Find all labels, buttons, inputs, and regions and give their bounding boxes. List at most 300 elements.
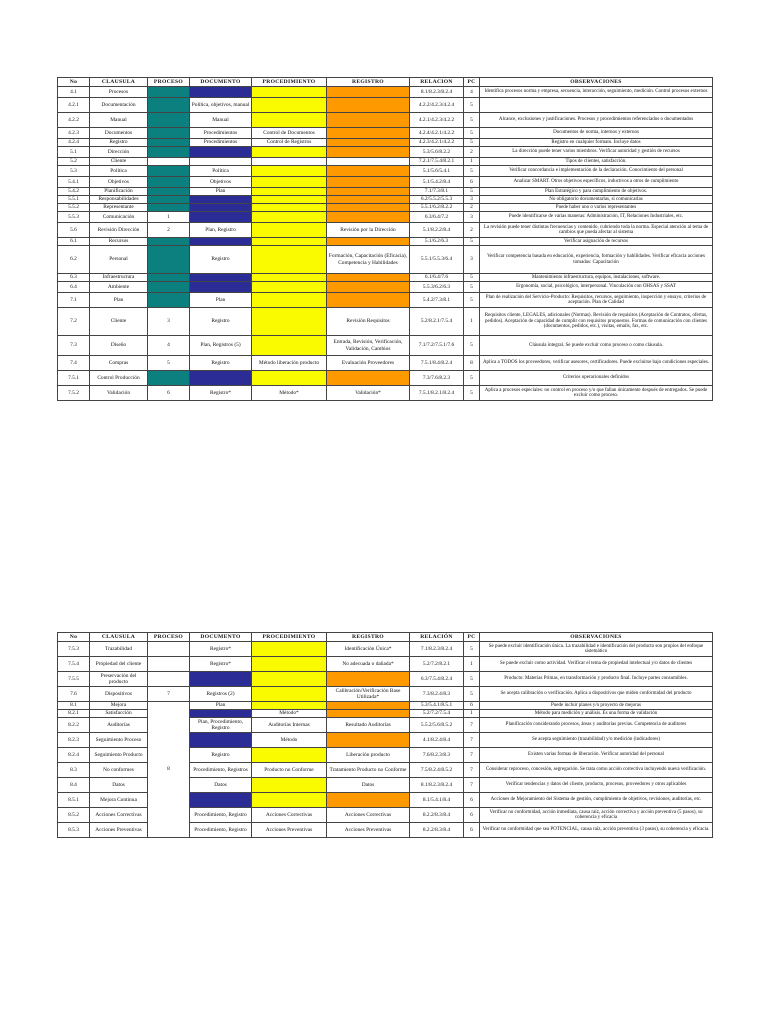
table-row <box>58 177 713 188</box>
registro-cell <box>327 293 410 308</box>
clause-name: Planificación <box>90 188 148 196</box>
clause-number: 5.5.1 <box>58 196 90 204</box>
procedimiento-cell <box>252 282 327 293</box>
table-row <box>58 87 713 98</box>
documento-cell: Plan <box>190 188 252 196</box>
header-no: No <box>58 633 90 642</box>
observaciones-cell: Mantenimiento infraestructura, equipos, instalaciones, software. <box>480 274 713 282</box>
observaciones-cell: Registro en cualquier formato. Incluye datos <box>480 139 713 147</box>
pc-cell: 8 <box>464 356 480 371</box>
procedimiento-cell: Control de Registros <box>252 139 327 147</box>
clause-name: Auditorías <box>90 718 148 733</box>
procedimiento-cell <box>252 778 327 793</box>
table-row <box>58 371 713 386</box>
procedimiento-cell <box>252 113 327 128</box>
procedimiento-cell <box>252 166 327 177</box>
clause-name: Seguimiento Producto <box>90 748 148 763</box>
pc-cell: 7 <box>464 763 480 778</box>
clause-number: 6.4 <box>58 282 90 293</box>
table-row <box>58 113 713 128</box>
documento-cell: Plan, Registros (5) <box>190 336 252 356</box>
clause-name: Mejora <box>90 702 148 710</box>
procedimiento-cell <box>252 308 327 336</box>
proceso-cell <box>148 274 190 282</box>
relacion-cell: 6.1/6.4/7.6 <box>410 274 464 282</box>
documento-cell: Registro <box>190 356 252 371</box>
table-row <box>58 128 713 139</box>
documento-cell <box>190 147 252 158</box>
pc-cell: 7 <box>464 748 480 763</box>
pc-cell: 2 <box>464 147 480 158</box>
pc-cell: 5 <box>464 282 480 293</box>
observaciones-cell: La dirección puede tener varios miembros. Verificar autoridad y gestión de recursos <box>480 147 713 158</box>
observaciones-cell: Método para medición y análisis. Es una forma de validación <box>480 710 713 718</box>
observaciones-cell: Se puede excluir identificación única. La trazabilidad e identificación del producto son propios del enfoque sistemático <box>480 642 713 657</box>
observaciones-cell: Verificar tendencias y datos del cliente, producto, procesos, proveedores y otros aplicables <box>480 778 713 793</box>
table-row <box>58 139 713 147</box>
registro-cell <box>327 188 410 196</box>
header-clausula: CLAUSULA <box>90 633 148 642</box>
proceso-cell <box>148 204 190 212</box>
observaciones-cell: Verificar asignación de recursos <box>480 238 713 246</box>
procedimiento-cell: Control de Documentos <box>252 128 327 139</box>
pc-cell: 4 <box>464 87 480 98</box>
pc-cell: 1 <box>464 710 480 718</box>
procedimiento-cell <box>252 223 327 238</box>
proceso-cell <box>148 293 190 308</box>
proceso-cell: 2 <box>148 223 190 238</box>
observaciones-cell: Verificar no conformidad que sea POTENCIAL, causa raíz, acción preventiva (3 pasos), su coherencia y eficacia. <box>480 823 713 838</box>
clause-name: Acciones Correctivas <box>90 808 148 823</box>
documento-cell: Registro <box>190 246 252 274</box>
pc-cell: 7 <box>464 733 480 748</box>
relacion-cell: 8.1/5.4.1/8.4 <box>410 793 464 808</box>
registro-cell: Calibración/Verificación Base Utilizada* <box>327 687 410 702</box>
pc-cell: 6 <box>464 793 480 808</box>
pc-cell: 3 <box>464 212 480 223</box>
clause-name: Diseño <box>90 336 148 356</box>
procedimiento-cell <box>252 336 327 356</box>
clause-number: 7.1 <box>58 293 90 308</box>
header-pc: PC <box>464 78 480 87</box>
procedimiento-cell <box>252 687 327 702</box>
documento-cell: Plan <box>190 702 252 710</box>
documento-cell <box>190 87 252 98</box>
registro-cell: Resultado Auditorías <box>327 718 410 733</box>
pc-cell: 3 <box>464 246 480 274</box>
pc-cell: 5 <box>464 188 480 196</box>
clause-name: Personal <box>90 246 148 274</box>
procedimiento-cell <box>252 793 327 808</box>
proceso-cell <box>148 113 190 128</box>
clause-name: Trazabilidad <box>90 642 148 657</box>
documento-cell <box>190 274 252 282</box>
observaciones-cell: Puede incluir planes y/o proyecto de mejoras <box>480 702 713 710</box>
pc-cell: 5 <box>464 238 480 246</box>
documento-cell <box>190 282 252 293</box>
clause-name: Ambiente <box>90 282 148 293</box>
relacion-cell: 6.3/7.5.4/8.2.4 <box>410 672 464 687</box>
observaciones-cell: No obligatorio documentarlas, si comunicarlas <box>480 196 713 204</box>
clause-number: 7.5.4 <box>58 657 90 672</box>
observaciones-cell: Puede haber uno o varios representantes <box>480 204 713 212</box>
relacion-cell: 7.1/7.2/7.5.1/7.6 <box>410 336 464 356</box>
registro-cell <box>327 274 410 282</box>
registro-cell <box>327 166 410 177</box>
procedimiento-cell <box>252 238 327 246</box>
clause-name: Infraestructura <box>90 274 148 282</box>
clause-number: 7.4 <box>58 356 90 371</box>
table-row <box>58 687 713 702</box>
pc-cell: 5 <box>464 336 480 356</box>
registro-cell: Acciones Preventivas <box>327 823 410 838</box>
documento-cell: Procedimientos <box>190 128 252 139</box>
clause-number: 7.5.3 <box>58 642 90 657</box>
clause-name: No conformes <box>90 763 148 778</box>
proceso-cell <box>148 98 190 113</box>
clause-number: 8.1 <box>58 702 90 710</box>
proceso-cell <box>148 128 190 139</box>
clause-name: Dispositivos <box>90 687 148 702</box>
table-row <box>58 386 713 401</box>
clause-name: Objetivos <box>90 177 148 188</box>
table-row <box>58 204 713 212</box>
table-row <box>58 702 713 710</box>
pc-cell: 1 <box>464 158 480 166</box>
observaciones-cell: La revisión puede tener distintas frecuencias y contenido, cubriendo toda la norma. Especial atención al tema de cambios que pueda afectar al sistema <box>480 223 713 238</box>
registro-cell <box>327 196 410 204</box>
pc-cell: 5 <box>464 139 480 147</box>
header-registro: REGISTRO <box>327 633 410 642</box>
header-no: No <box>58 78 90 87</box>
clause-name: Preservación del producto <box>90 672 148 687</box>
registro-cell: Revisión por la Dirección <box>327 223 410 238</box>
clause-name: Control Producción <box>90 371 148 386</box>
registro-cell: Formación, Capacitación (Eficacia), Competencia y Habilidades <box>327 246 410 274</box>
proceso-cell <box>148 642 190 657</box>
header-relacion: RELACION <box>410 78 464 87</box>
relacion-cell: 4.2.4/4.2.1/4.2.2 <box>410 128 464 139</box>
relacion-cell: 4.2.3/4.2.1/4.2.2 <box>410 139 464 147</box>
procedimiento-cell: Método <box>252 733 327 748</box>
pc-cell: 3 <box>464 196 480 204</box>
registro-cell: Liberación producto <box>327 748 410 763</box>
observaciones-cell: Analizar SMART. Otros objetivos específicos, inductivos a otros de cumplimiento <box>480 177 713 188</box>
procedimiento-cell: Producto no Conforme <box>252 763 327 778</box>
relacion-cell: 5.4.2/7.3/8.1 <box>410 293 464 308</box>
clause-number: 8.2.3 <box>58 733 90 748</box>
pc-cell: 5 <box>464 274 480 282</box>
clause-name: Cliente <box>90 308 148 336</box>
relacion-cell: 8.2.2/8.3/8.4 <box>410 823 464 838</box>
clause-number: 8.3 <box>58 763 90 778</box>
registro-cell: Datos <box>327 778 410 793</box>
clause-name: Política <box>90 166 148 177</box>
clause-name: Validación <box>90 386 148 401</box>
documento-cell: Plan <box>190 293 252 308</box>
relacion-cell: 5.3/5.4.1/8.5.1 <box>410 702 464 710</box>
observaciones-cell: Se puede excluir como actividad. Verificar el tema de propiedad intelectual y/o datos de clientes <box>480 657 713 672</box>
table-row <box>58 672 713 687</box>
table-row <box>58 657 713 672</box>
relacion-cell: 5.5.1/6.2/8.2.2 <box>410 204 464 212</box>
pc-cell: 5 <box>464 98 480 113</box>
pc-cell: 1 <box>464 657 480 672</box>
observaciones-cell: Verificar no conformidad, acción inmediata, causa raíz, acción correctiva y acción preventiva (5 pasos), su coherencia y eficacia <box>480 808 713 823</box>
observaciones-cell: Alcance, exclusiones y justificaciones. Procesos y procedimientos referenciados o documentados <box>480 113 713 128</box>
proceso-cell <box>148 139 190 147</box>
documento-cell: Política, objetivos, manual <box>190 98 252 113</box>
proceso-cell <box>148 87 190 98</box>
clause-number: 7.5.5 <box>58 672 90 687</box>
documento-cell: Política <box>190 166 252 177</box>
relacion-cell: 5.5.3/6.2/6.3 <box>410 282 464 293</box>
relacion-cell: 8.2.2/8.3/8.4 <box>410 808 464 823</box>
clause-number: 5.4.2 <box>58 188 90 196</box>
clause-number: 8.4 <box>58 778 90 793</box>
registro-cell <box>327 139 410 147</box>
table-row <box>58 293 713 308</box>
documento-cell: Registro* <box>190 657 252 672</box>
documento-cell: Procedimientos <box>190 139 252 147</box>
clause-number: 4.2.1 <box>58 98 90 113</box>
clause-number: 8.2.4 <box>58 748 90 763</box>
pc-cell: 7 <box>464 718 480 733</box>
relacion-cell: 8.1/8.2.3/8.2.4 <box>410 778 464 793</box>
procedimiento-cell: Acciones Preventivas <box>252 823 327 838</box>
procedimiento-cell <box>252 657 327 672</box>
registro-cell: Evaluación Proveedores <box>327 356 410 371</box>
relacion-cell: 6.2/5.5.2/5.5.3 <box>410 196 464 204</box>
procedimiento-cell <box>252 246 327 274</box>
proceso-cell: 3 <box>148 308 190 336</box>
registro-cell: Identificación Única* <box>327 642 410 657</box>
header-proceso: PROCESO <box>148 633 190 642</box>
pc-cell: 5 <box>464 386 480 401</box>
observaciones-cell: Documentos de norma, internos y externos <box>480 128 713 139</box>
pc-cell: 1 <box>464 308 480 336</box>
relacion-cell: 5.1/6.2/6.3 <box>410 238 464 246</box>
clausulas-table-1 <box>57 77 713 401</box>
relacion-cell: 7.3/7.6/8.2.3 <box>410 371 464 386</box>
relacion-cell: 7.5/8.2.4/8.5.2 <box>410 763 464 778</box>
registro-cell <box>327 371 410 386</box>
observaciones-cell: Se acepta seguimiento (trazabilidad) y/o medición (indicadores) <box>480 733 713 748</box>
registro-cell <box>327 98 410 113</box>
header-observaciones: OBSERVACIONES <box>480 633 713 642</box>
clause-name: Plan <box>90 293 148 308</box>
header-clausula: CLAUSULA <box>90 78 148 87</box>
documento-cell: Manual <box>190 113 252 128</box>
registro-cell <box>327 113 410 128</box>
relacion-cell: 5.2/8.2.1/7.5.4 <box>410 308 464 336</box>
clause-name: Documentación <box>90 98 148 113</box>
observaciones-cell: Considerar reproceso, concesión, segregación. Se trata como acción correctiva incluyendo nueva verificación. <box>480 763 713 778</box>
documento-cell: Registro* <box>190 642 252 657</box>
clause-name: Responsabilidades <box>90 196 148 204</box>
relacion-cell: 6.3/6.4/7.2 <box>410 212 464 223</box>
observaciones-cell: Verificar concordancia e implementación de la declaración. Conocimiento del personal <box>480 166 713 177</box>
clause-name: Datos <box>90 778 148 793</box>
observaciones-cell <box>480 98 713 113</box>
clause-number: 5.1 <box>58 147 90 158</box>
table-row <box>58 158 713 166</box>
proceso-cell <box>148 238 190 246</box>
documento-cell <box>190 238 252 246</box>
clause-number: 7.6 <box>58 687 90 702</box>
table-row <box>58 147 713 158</box>
clause-name: Compras <box>90 356 148 371</box>
registro-cell <box>327 147 410 158</box>
registro-cell: Tratamiento Producto no Conforme <box>327 763 410 778</box>
clause-number: 5.5.3 <box>58 212 90 223</box>
procedimiento-cell <box>252 87 327 98</box>
registro-cell <box>327 710 410 718</box>
documento-cell: Plan, Procedimiento, Registro <box>190 718 252 733</box>
relacion-cell: 4.2.1/4.2.3/4.2.2 <box>410 113 464 128</box>
table-row <box>58 238 713 246</box>
proceso-cell <box>148 177 190 188</box>
clause-number: 7.3 <box>58 336 90 356</box>
clause-number: 5.6 <box>58 223 90 238</box>
registro-cell <box>327 204 410 212</box>
documento-cell <box>190 204 252 212</box>
procedimiento-cell <box>252 274 327 282</box>
clause-number: 6.2 <box>58 246 90 274</box>
documento-cell <box>190 158 252 166</box>
proceso-cell <box>148 196 190 204</box>
pc-cell: 7 <box>464 778 480 793</box>
relacion-cell: 7.5.1/8.4/8.2.4 <box>410 356 464 371</box>
clause-name: Seguimiento Proceso <box>90 733 148 748</box>
header-procedimiento: PROCEDIMIENTO <box>252 78 327 87</box>
registro-cell: Validación* <box>327 386 410 401</box>
clause-name: Comunicación <box>90 212 148 223</box>
registro-cell <box>327 128 410 139</box>
relacion-cell: 7.1/8.2.3/8.2.4 <box>410 642 464 657</box>
clause-number: 6.1 <box>58 238 90 246</box>
pc-cell: 5 <box>464 642 480 657</box>
procedimiento-cell: Acciones Correctivas <box>252 808 327 823</box>
registro-cell: Acciones Correctivas <box>327 808 410 823</box>
clause-number: 4.2.3 <box>58 128 90 139</box>
clause-number: 5.3 <box>58 166 90 177</box>
pc-cell: 5 <box>464 166 480 177</box>
observaciones-cell: Cláusula integral. Se puede excluir como proceso o como cláusula. <box>480 336 713 356</box>
proceso-cell <box>148 657 190 672</box>
relacion-cell: 5.2/7.2/8.2.1 <box>410 657 464 672</box>
documento-cell <box>190 371 252 386</box>
documento-cell <box>190 212 252 223</box>
pc-cell: 5 <box>464 672 480 687</box>
clause-name: Satisfacción <box>90 710 148 718</box>
procedimiento-cell <box>252 204 327 212</box>
clause-number: 5.5.2 <box>58 204 90 212</box>
pc-cell: 5 <box>464 371 480 386</box>
proceso-cell: 1 <box>148 212 190 223</box>
clause-number: 6.3 <box>58 274 90 282</box>
observaciones-cell: Identifica procesos norma y empresa, secuencia, interacción, seguimiento, medición. Control procesos externos <box>480 87 713 98</box>
header-observaciones: OBSERVACIONES <box>480 78 713 87</box>
registro-cell <box>327 672 410 687</box>
documento-cell <box>190 710 252 718</box>
observaciones-cell: Plan de realización del Servicio-Producto: Requisitos, recursos, seguimiento, inspección y ensayo, criterios de aceptación. Plan de Calidad <box>480 293 713 308</box>
pc-cell: 5 <box>464 687 480 702</box>
pc-cell: 6 <box>464 808 480 823</box>
relacion-cell: 5.5.1/5.5.3/6.4 <box>410 246 464 274</box>
procedimiento-cell <box>252 196 327 204</box>
observaciones-cell: Criterios operacionales definidos <box>480 371 713 386</box>
relacion-cell: 4.1/8.2.4/8.4 <box>410 733 464 748</box>
clause-number: 8.5.3 <box>58 823 90 838</box>
clause-name: Mejora Continua <box>90 793 148 808</box>
table-row <box>58 246 713 274</box>
procedimiento-cell: Método liberación producto <box>252 356 327 371</box>
relacion-cell: 5.1/5.6/5.4.1 <box>410 166 464 177</box>
observaciones-cell: Puede identificarse de varias maneras: Administración, IT, Relaciones Industriales, etc. <box>480 212 713 223</box>
relacion-cell: 7.1/7.3/8.1 <box>410 188 464 196</box>
observaciones-cell: Se acepta calibración o verificación. Aplica a dispositivos que miden conformidad del producto <box>480 687 713 702</box>
observaciones-cell: Existen varias formas de liberación. Verificar autoridad del personal <box>480 748 713 763</box>
clause-number: 8.2.1 <box>58 710 90 718</box>
clause-number: 7.5.2 <box>58 386 90 401</box>
registro-cell <box>327 282 410 293</box>
clause-number: 4.1 <box>58 87 90 98</box>
procedimiento-cell <box>252 371 327 386</box>
proceso-cell <box>148 282 190 293</box>
documento-cell <box>190 672 252 687</box>
documento-cell: Registro <box>190 748 252 763</box>
clause-number: 7.5.1 <box>58 371 90 386</box>
documento-cell: Registro* <box>190 386 252 401</box>
table-row <box>58 98 713 113</box>
table-row <box>58 274 713 282</box>
pc-cell: 6 <box>464 702 480 710</box>
procedimiento-cell <box>252 748 327 763</box>
clause-name: Propiedad del cliente <box>90 657 148 672</box>
clause-name: Procesos <box>90 87 148 98</box>
documento-cell: Objetivos <box>190 177 252 188</box>
documento-cell: Procedimiento, Registros <box>190 763 252 778</box>
table-row <box>58 188 713 196</box>
procedimiento-cell <box>252 293 327 308</box>
observaciones-cell: Requisitos cliente, LEGALES, adicionales (Normas). Revisión de requisitos (Aceptación de Contratos, ofertas, pedidos). Aceptación de capacidad de cumplir con requisitos propuestos. Formas de comunicación con clientes (documentos, pedidos, etc.), visitas, emails, fax, etc. <box>480 308 713 336</box>
clause-name: Acciones Preventivas <box>90 823 148 838</box>
procedimiento-cell <box>252 642 327 657</box>
header-relacion: RELACIÓN <box>410 633 464 642</box>
header-proceso: PROCESO <box>148 78 190 87</box>
proceso-cell <box>148 166 190 177</box>
registro-cell <box>327 87 410 98</box>
table-row <box>58 356 713 371</box>
clause-number: 8.2.2 <box>58 718 90 733</box>
procedimiento-cell <box>252 158 327 166</box>
observaciones-cell: Ergonomía, social, psicológico, interpersonal. Vinculación con OHSAS y SSAT <box>480 282 713 293</box>
observaciones-cell: Aplica a procesos especiales: no control en proceso y/o que fallan únicamente después de entregados. Se puede excluir como proceso. <box>480 386 713 401</box>
registro-cell <box>327 158 410 166</box>
relacion-cell: 7.5.1/8.2.1/8.2.4 <box>410 386 464 401</box>
pc-cell: 5 <box>464 128 480 139</box>
header-documento: DOCUMENTO <box>190 78 252 87</box>
relacion-cell: 7.3/8.2.4/8.3 <box>410 687 464 702</box>
procedimiento-cell <box>252 672 327 687</box>
procedimiento-cell <box>252 212 327 223</box>
clause-number: 4.2.4 <box>58 139 90 147</box>
documento-cell: Registro <box>190 308 252 336</box>
clause-name: Registro <box>90 139 148 147</box>
table-row <box>58 196 713 204</box>
registro-cell <box>327 212 410 223</box>
